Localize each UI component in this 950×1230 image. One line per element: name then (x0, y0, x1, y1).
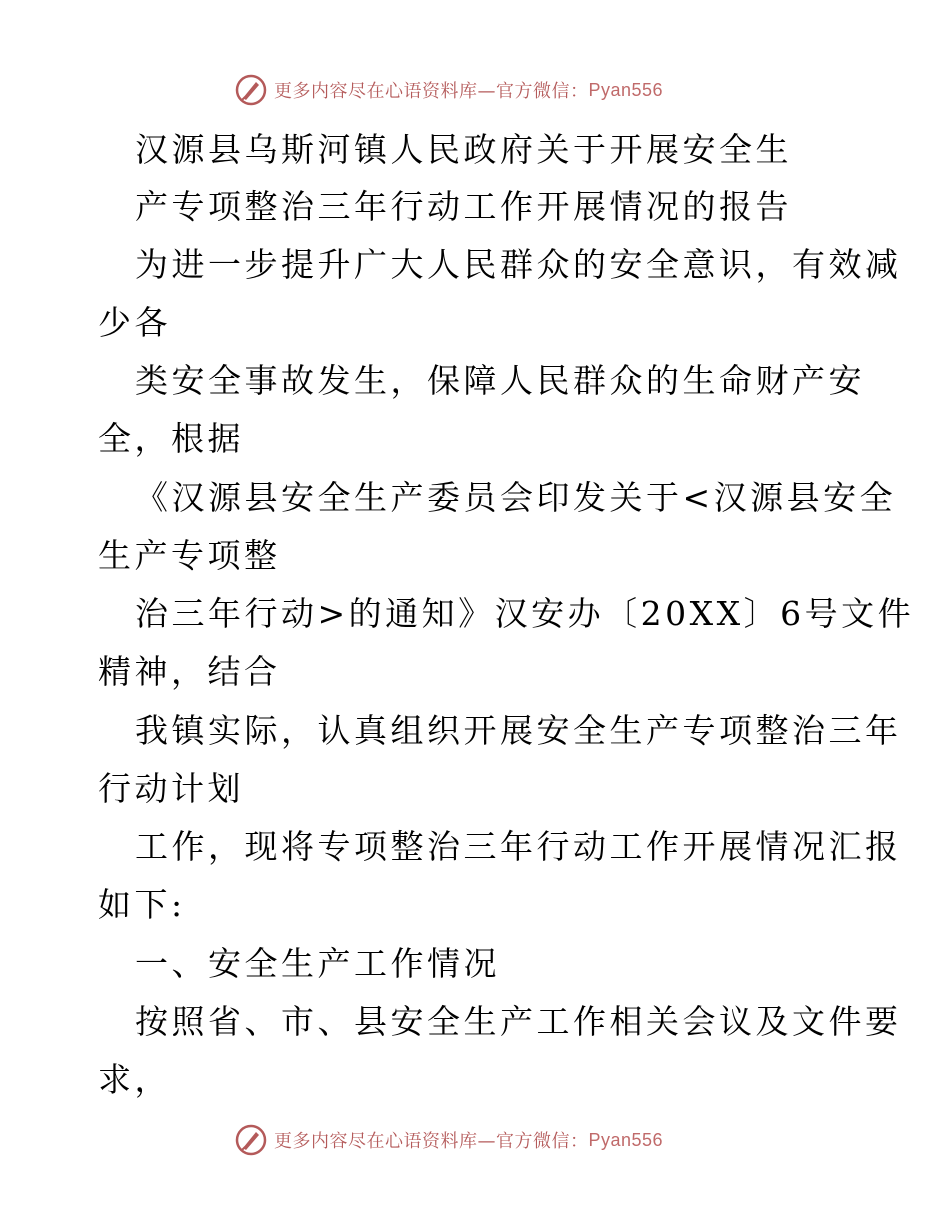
body-line: 少各 (98, 303, 171, 342)
section-heading: 一、安全生产工作情况 (135, 944, 500, 983)
quill-logo-icon (234, 1123, 268, 1157)
body-line: 工作，现将专项整治三年行动工作开展情况汇报 (135, 827, 902, 866)
watermark-wechat-id: Pyan556 (588, 1129, 664, 1150)
watermark-text: 更多内容尽在心语资料库—官方微信： (274, 81, 589, 102)
body-line: 求， (98, 1060, 171, 1099)
body-line: 为进一步提升广大人民群众的安全意识，有效减 (135, 245, 902, 284)
body-line: 全，根据 (98, 419, 244, 458)
body-line: 治三年行动>的通知》汉安办〔20XX〕6号文件 (135, 594, 915, 633)
body-line: 如下: (98, 885, 186, 924)
footer-watermark (234, 1122, 663, 1158)
body-line: 精神，结合 (98, 652, 281, 691)
body-line: 行动计划 (98, 769, 244, 808)
quill-logo-icon (234, 73, 268, 107)
body-line: 类安全事故发生，保障人民群众的生命财产安 (135, 361, 865, 400)
title-line-1: 汉源县乌斯河镇人民政府关于开展安全生 (135, 130, 792, 169)
title-line-2: 产专项整治三年行动工作开展情况的报告 (135, 187, 792, 226)
watermark-wechat-id: Pyan556 (588, 79, 664, 100)
body-line: 《汉源县安全生产委员会印发关于<汉源县安全 (135, 478, 897, 517)
watermark-text: 更多内容尽在心语资料库—官方微信： (274, 1131, 589, 1152)
body-line: 按照省、市、县安全生产工作相关会议及文件要 (135, 1002, 902, 1041)
header-watermark (234, 72, 663, 108)
body-line: 我镇实际，认真组织开展安全生产专项整治三年 (135, 711, 902, 750)
body-line: 生产专项整 (98, 536, 281, 575)
